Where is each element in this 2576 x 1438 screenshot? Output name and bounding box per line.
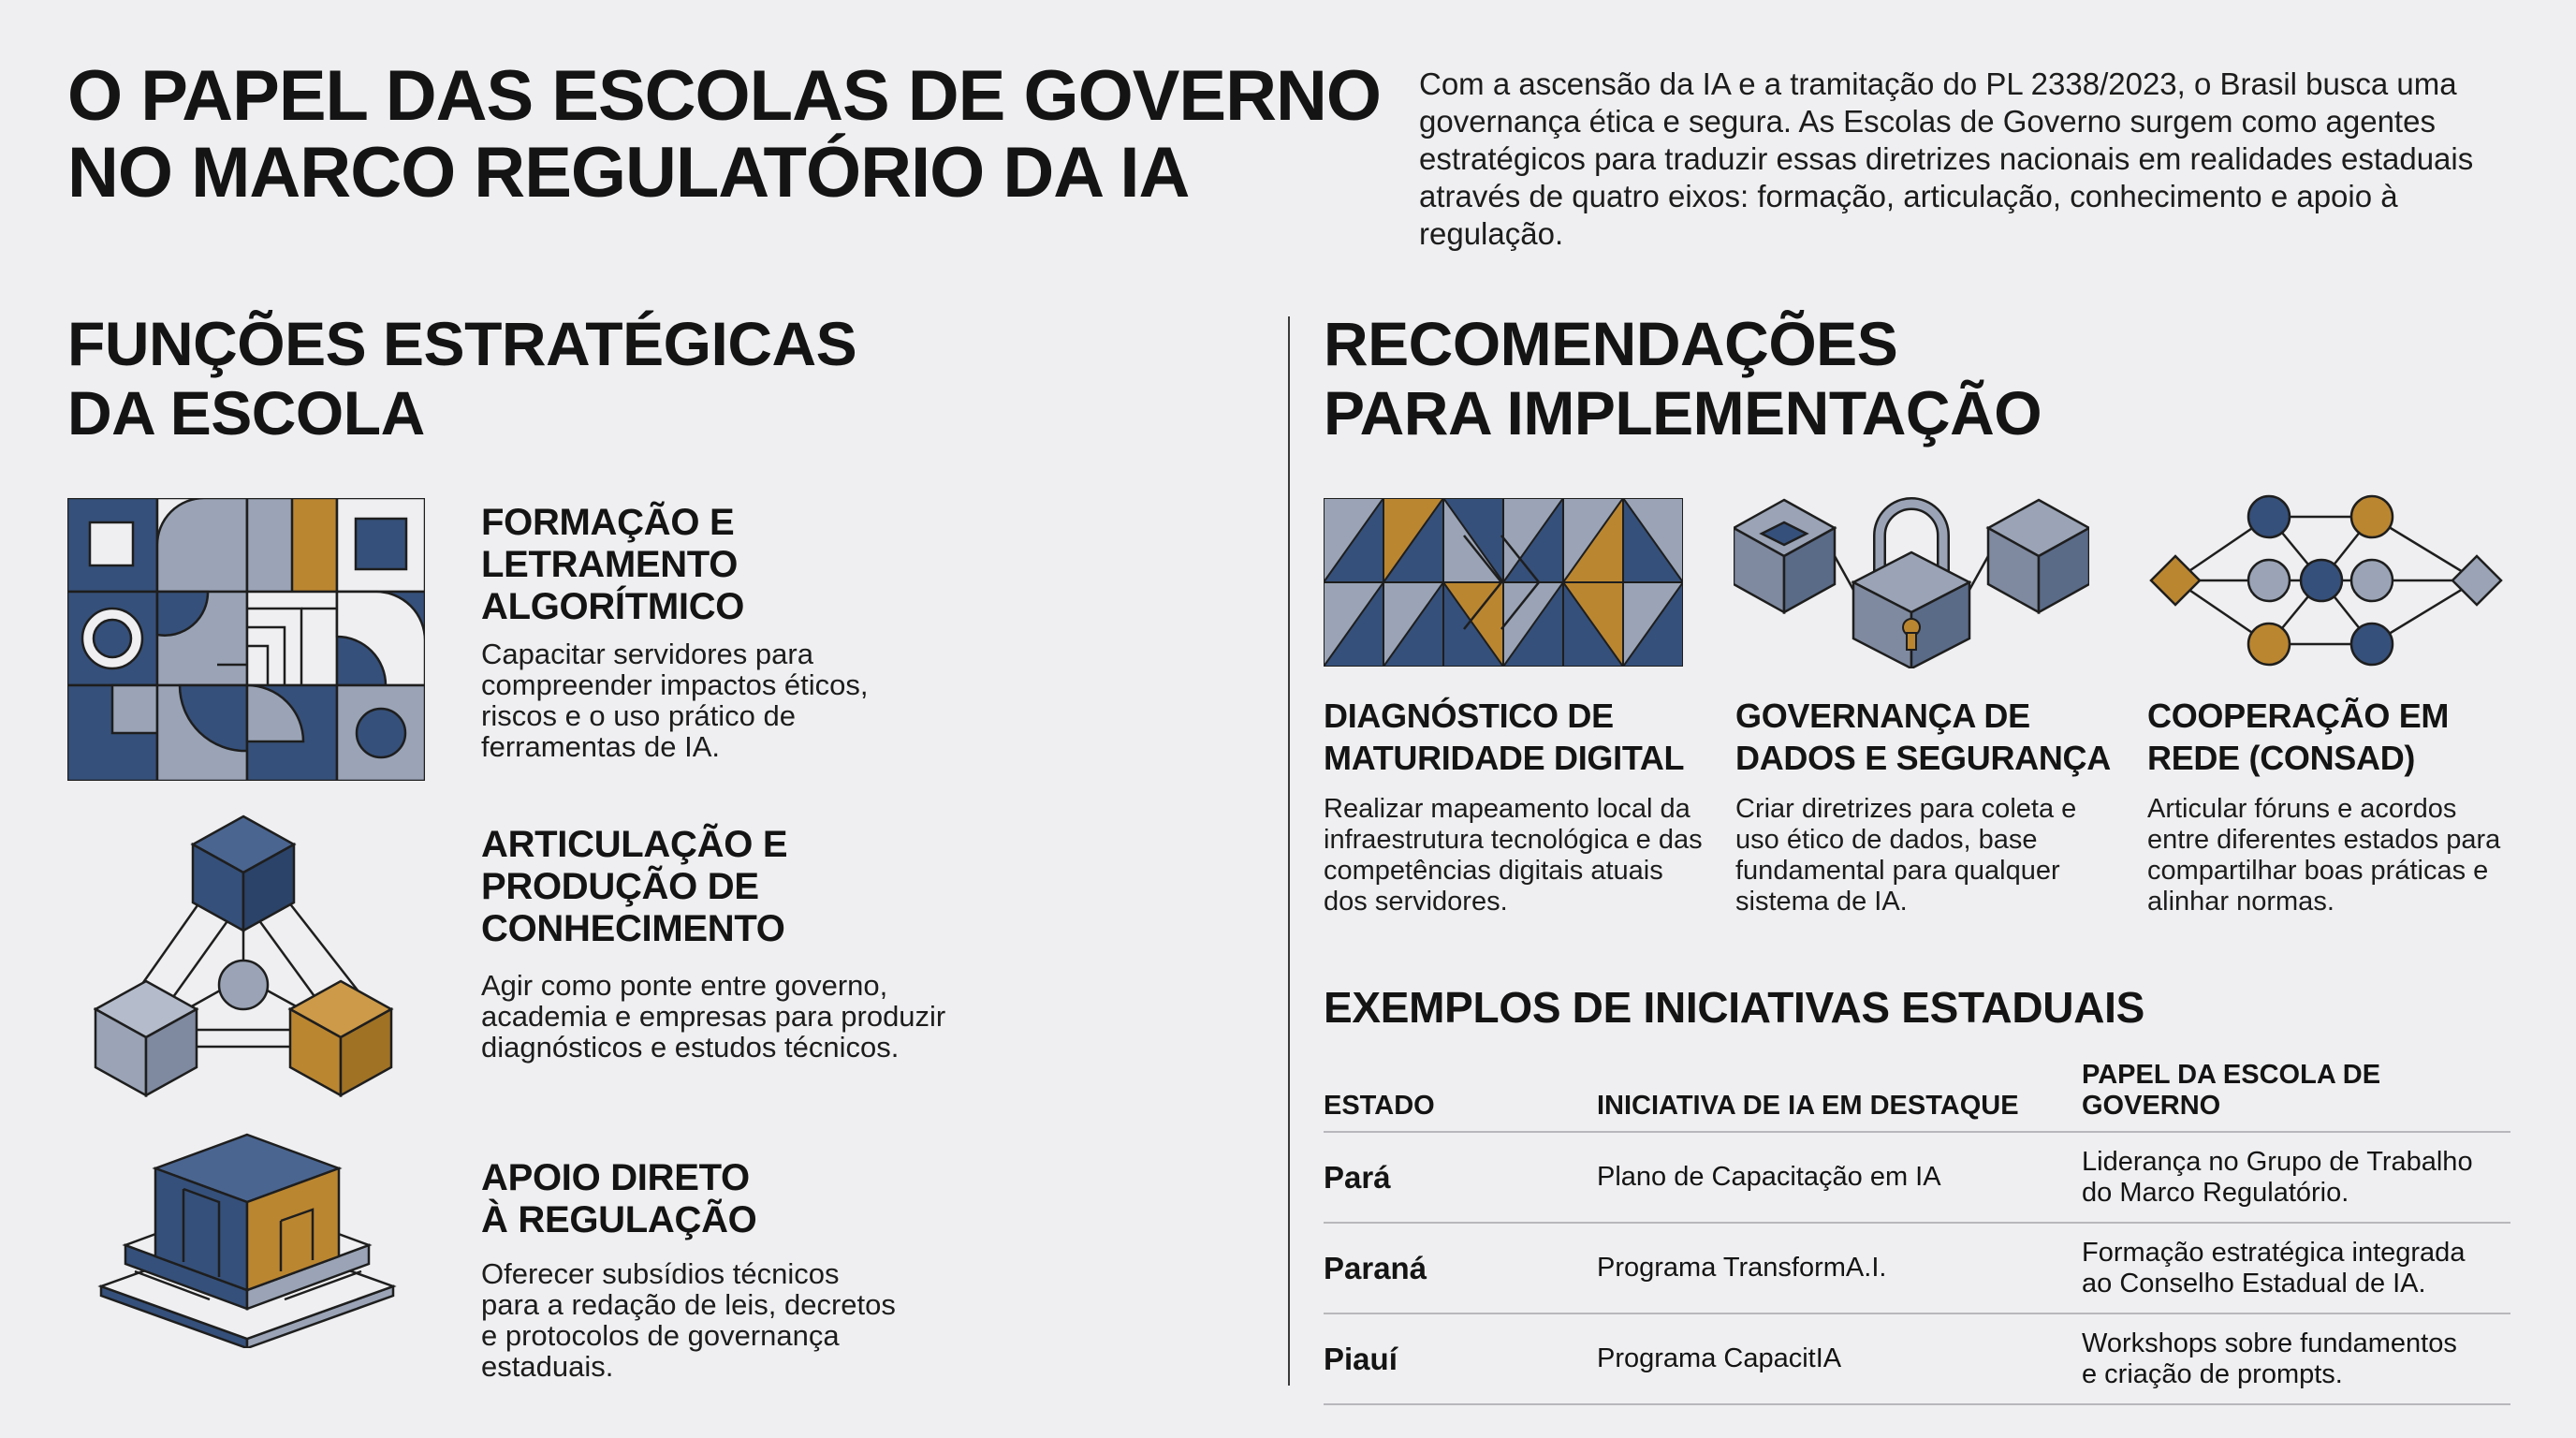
recommendation-3-description (2147, 794, 2500, 917)
recommendation-2-title (1735, 695, 2111, 779)
function-1-title (481, 502, 744, 628)
role-line: Formação estratégica integrada (2082, 1237, 2466, 1268)
function-1-title-line: LETRAMENTO (481, 544, 739, 585)
recommendation-2-description (1735, 794, 2076, 917)
function-3-desc-line: Oferecer subsídios técnicos (481, 1257, 840, 1290)
function-3-desc-line: para a redação de leis, decretos (481, 1288, 896, 1321)
function-2-desc-line: Agir como ponte entre governo, (481, 969, 888, 1002)
function-1-title-line: FORMAÇÃO E (481, 502, 735, 543)
function-1-desc-line: ferramentas de IA. (481, 730, 721, 763)
role-line: Workshops sobre fundamentos (2082, 1328, 2457, 1358)
function-1-title-line: ALGORÍTMICO (481, 586, 745, 627)
column-header-initiative: INICIATIVA DE IA EM DESTAQUE (1597, 1060, 2082, 1132)
recommendations-heading-line-2: PARA IMPLEMENTAÇÃO (1324, 378, 2042, 448)
function-3-title (481, 1157, 756, 1241)
table-header-row (1324, 1060, 2510, 1132)
recommendation-3-desc-line: entre diferentes estados para (2147, 825, 2501, 855)
column-header-state: ESTADO (1324, 1060, 1597, 1132)
recommendation-1-desc-line: infraestrutura tecnológica e das (1324, 825, 1703, 855)
role-line: e criação de prompts. (2082, 1358, 2343, 1389)
function-1-desc-line: compreender impactos éticos, (481, 668, 869, 701)
function-3-desc-line: estaduais. (481, 1350, 614, 1383)
recommendation-2-desc-line: fundamental para qualquer (1735, 856, 2060, 886)
recommendation-2-title-line: DADOS E SEGURANÇA (1735, 739, 2111, 777)
function-2-title-line: CONHECIMENTO (481, 908, 785, 949)
cube-network-icon (94, 813, 402, 1105)
stacked-cube-icon (97, 1131, 397, 1348)
recommendation-2-desc-line: sistema de IA. (1735, 887, 1908, 917)
table-row (1324, 1223, 2510, 1313)
state-cell: Piauí (1324, 1313, 1597, 1404)
function-3-description (481, 1258, 896, 1382)
function-1-description (481, 638, 869, 762)
role-cell (2082, 1223, 2510, 1313)
recommendation-1-title (1324, 695, 1684, 779)
function-2-description (481, 970, 945, 1063)
initiative-cell: Programa CapacitIA (1597, 1313, 2082, 1404)
state-cell: Pará (1324, 1132, 1597, 1223)
role-line: do Marco Regulatório. (2082, 1177, 2349, 1208)
page-title-line-1: O PAPEL DAS ESCOLAS DE GOVERNO (67, 56, 1381, 136)
recommendation-2-title-line: GOVERNANÇA DE (1735, 697, 2030, 735)
function-2-desc-line: academia e empresas para produzir (481, 1000, 946, 1033)
role-cell (2082, 1132, 2510, 1223)
recommendation-1-title-line: MATURIDADE DIGITAL (1324, 739, 1685, 777)
initiative-cell: Programa TransformA.I. (1597, 1223, 2082, 1313)
examples-table (1324, 1060, 2510, 1405)
role-line: ao Conselho Estadual de IA. (2082, 1268, 2426, 1299)
function-2-title-line: PRODUÇÃO DE (481, 866, 759, 907)
recommendations-heading-line-1: RECOMENDAÇÕES (1324, 309, 1898, 378)
function-3-title-line: APOIO DIRETO (481, 1157, 750, 1198)
page-title (67, 58, 1381, 212)
role-cell (2082, 1313, 2510, 1404)
page-title-line-2: NO MARCO REGULATÓRIO DA IA (67, 133, 1190, 213)
functions-heading-line-2: DA ESCOLA (67, 378, 425, 448)
recommendation-3-title-line: REDE (CONSAD) (2147, 739, 2416, 777)
function-3-desc-line: e protocolos de governança (481, 1319, 840, 1352)
recommendation-3-title (2147, 695, 2449, 779)
table-row (1324, 1132, 2510, 1223)
node-network-icon (2145, 494, 2507, 668)
table-row (1324, 1313, 2510, 1404)
column-header-role: PAPEL DA ESCOLA DE GOVERNO (2082, 1060, 2510, 1132)
functions-heading-line-1: FUNÇÕES ESTRATÉGICAS (67, 309, 857, 378)
padlock-cubes-icon (1734, 496, 2089, 668)
recommendation-3-desc-line: compartilhar boas práticas e (2147, 856, 2489, 886)
recommendations-heading (1324, 309, 2042, 448)
recommendation-3-desc-line: alinhar normas. (2147, 887, 2334, 917)
initiative-cell: Plano de Capacitação em IA (1597, 1132, 2082, 1223)
function-2-title (481, 824, 787, 950)
state-cell: Paraná (1324, 1223, 1597, 1313)
functions-heading (67, 309, 856, 448)
function-2-desc-line: diagnósticos e estudos técnicos. (481, 1031, 900, 1064)
recommendation-2-desc-line: Criar diretrizes para coleta e (1735, 794, 2077, 824)
geometric-tiles-icon (67, 498, 425, 781)
triangle-mosaic-icon (1324, 498, 1683, 667)
function-2-title-line: ARTICULAÇÃO E (481, 824, 788, 865)
role-line: Liderança no Grupo de Trabalho (2082, 1146, 2473, 1177)
recommendation-1-title-line: DIAGNÓSTICO DE (1324, 697, 1614, 735)
examples-heading: EXEMPLOS DE INICIATIVAS ESTADUAIS (1324, 983, 2144, 1032)
recommendation-1-desc-line: dos servidores. (1324, 887, 1508, 917)
recommendation-1-description (1324, 794, 1703, 917)
intro-paragraph: Com a ascensão da IA e a tramitação do PL 2338/2023, o Brasil busca uma governança ética e segura. As Escolas de Governo surgem como agentes estratégicos para traduzir essas diretrizes nacionais em realidades estaduais através de quatro eixos: formação, articulação, conhecimento e apoio à regulação. (1419, 66, 2474, 251)
column-divider (1288, 316, 1290, 1386)
recommendation-1-desc-line: Realizar mapeamento local da (1324, 794, 1690, 824)
recommendation-2-desc-line: uso ético de dados, base (1735, 825, 2038, 855)
function-1-desc-line: Capacitar servidores para (481, 638, 813, 670)
function-3-title-line: À REGULAÇÃO (481, 1199, 757, 1240)
function-1-desc-line: riscos e o uso prático de (481, 699, 797, 732)
recommendation-3-desc-line: Articular fóruns e acordos (2147, 794, 2457, 824)
recommendation-3-title-line: COOPERAÇÃO EM (2147, 697, 2450, 735)
recommendation-1-desc-line: competências digitais atuais (1324, 856, 1663, 886)
